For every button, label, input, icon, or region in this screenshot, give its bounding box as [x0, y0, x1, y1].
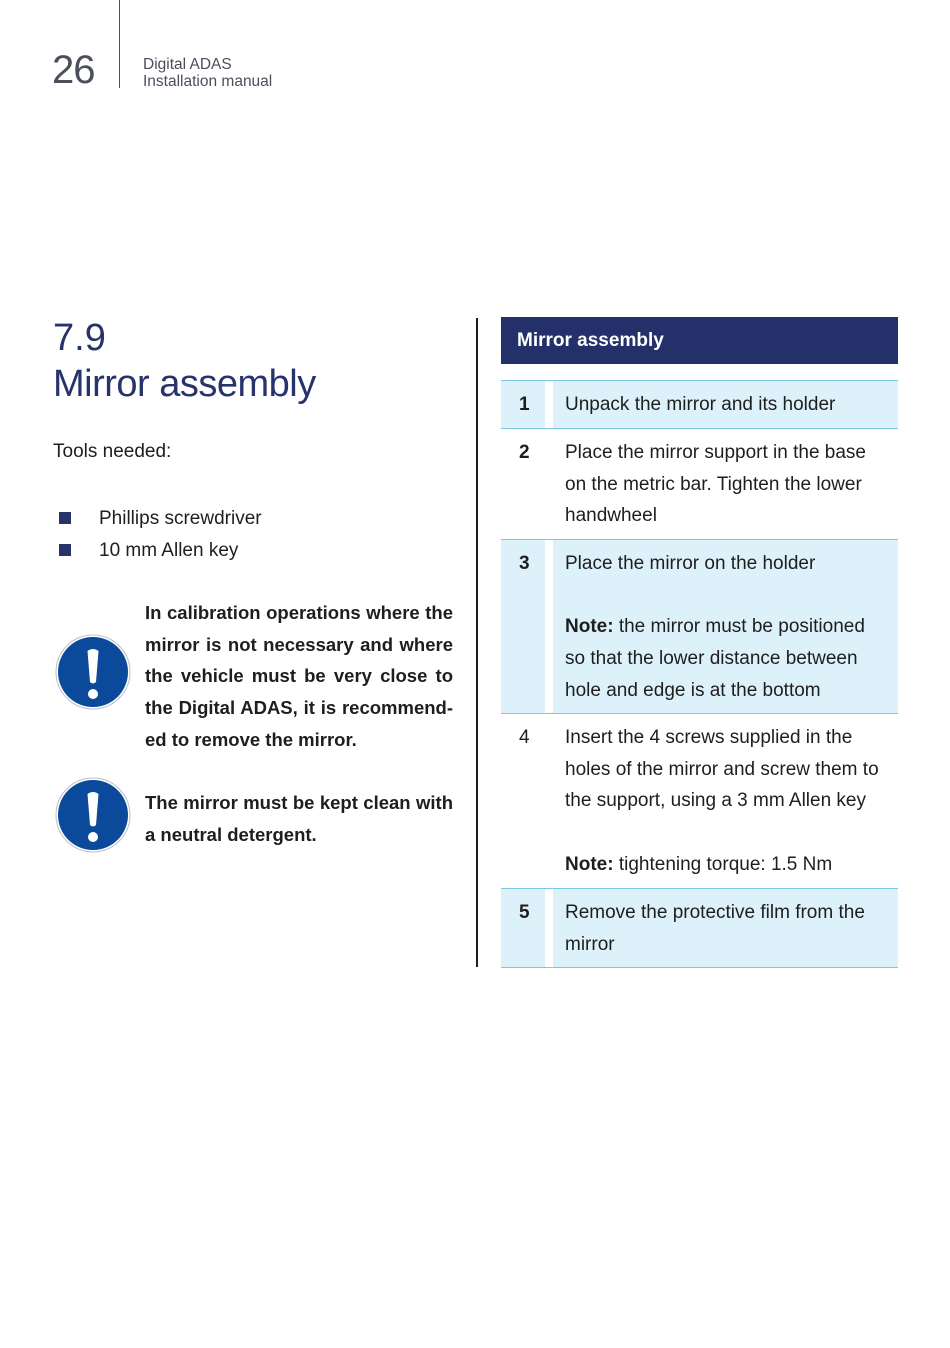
step-text: Unpack the mirror and its holder: [553, 380, 898, 429]
step-text: Remove the protective film from the mirror: [553, 888, 898, 968]
step-note: [565, 611, 880, 706]
tool-label: 10 mm Allen key: [99, 540, 239, 561]
square-bullet-icon: [59, 512, 71, 524]
exclamation-warning-icon: [55, 777, 131, 853]
warning-note: [55, 597, 455, 757]
step-row: [501, 539, 898, 714]
step-text: Insert the 4 screws supplied in the holes of the mirror and screw them to the support, using a 3 mm Allen key: [565, 727, 879, 812]
warning-text: The mirror must be kept clean with a neutral detergent.: [145, 792, 453, 845]
document-title-line1: Digital ADAS: [143, 56, 232, 73]
step-number: 1: [501, 380, 545, 429]
square-bullet-icon: [59, 544, 71, 556]
document-title-line2: Installation manual: [143, 73, 273, 90]
column-divider: [476, 318, 478, 967]
step-content: [553, 714, 898, 888]
step-row: [501, 888, 898, 968]
tool-label: Phillips screwdriver: [99, 508, 262, 529]
page-number: 26: [52, 48, 95, 92]
step-number: 3: [501, 539, 545, 714]
step-number: 4: [519, 727, 530, 748]
section-title: Mirror assembly: [53, 363, 316, 405]
tools-label: Tools needed:: [53, 441, 172, 462]
note-label: Note:: [565, 616, 614, 638]
exclamation-warning-icon: [55, 634, 131, 710]
tool-item: [53, 535, 262, 567]
header-divider: [119, 0, 120, 88]
document-title: [143, 56, 272, 90]
note-text: the mirror must be positioned so that the lower distance between hole and edge is at the bottom: [565, 616, 865, 701]
tool-item: [53, 503, 262, 535]
step-row: [501, 714, 898, 888]
table-title: Mirror assembly: [501, 317, 898, 364]
warning-text: In calibration operations where the mirror is not necessary and where the vehicle must be very close to the Digital ADAS, it is recommend-ed to remove the mirror.: [145, 602, 453, 750]
section-number: 7.9: [53, 317, 106, 359]
step-number: 5: [501, 888, 545, 968]
step-text: Place the mirror support in the base on the metric bar. Tighten the lower handwheel: [565, 442, 866, 527]
step-note: [565, 849, 884, 881]
note-label: Note:: [565, 853, 614, 875]
step-text: Place the mirror on the holder: [565, 553, 816, 574]
step-number: 2: [519, 442, 530, 463]
tools-list: [53, 503, 262, 567]
warning-note: [55, 787, 455, 867]
step-row: [501, 429, 898, 539]
step-row: [501, 380, 898, 429]
note-text: tightening torque: 1.5 Nm: [613, 853, 833, 875]
step-content: [553, 539, 898, 714]
